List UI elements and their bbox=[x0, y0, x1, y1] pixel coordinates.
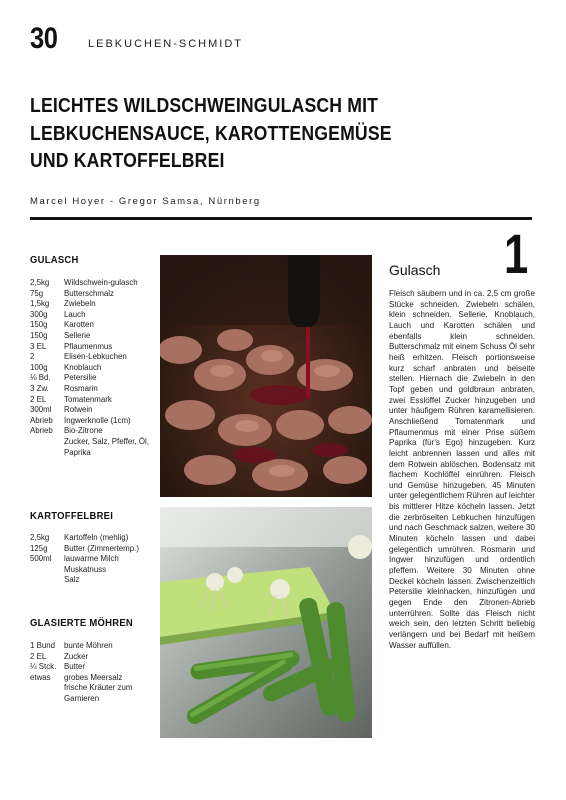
section-heading-kartoffelbrei: KARTOFFELBREI bbox=[30, 510, 114, 522]
ingredient-name: Elisen-Lebkuchen bbox=[64, 352, 127, 362]
ingredient-row bbox=[30, 641, 154, 652]
ingredient-list-gulasch bbox=[30, 278, 154, 458]
ingredient-qty: Abrieb bbox=[30, 426, 53, 436]
ingredient-name: Karotten bbox=[64, 320, 94, 330]
section-heading-gulasch: GULASCH bbox=[30, 254, 79, 266]
ingredient-row bbox=[30, 352, 154, 363]
title-line-2: LEBKUCHENSAUCE, KAROTTENGEMÜSE bbox=[30, 121, 392, 145]
ingredient-name: Petersilie bbox=[64, 373, 97, 383]
ingredient-name: Salz bbox=[64, 575, 80, 585]
photo-vegetables bbox=[160, 507, 372, 738]
ingredient-qty bbox=[30, 575, 64, 586]
ingredient-row bbox=[30, 683, 154, 704]
ingredient-row bbox=[30, 331, 154, 342]
ingredient-qty bbox=[30, 565, 64, 576]
ingredient-name: lauwarme Milch bbox=[64, 554, 119, 564]
vegetables-illustration bbox=[160, 507, 372, 738]
ingredient-name: Ingwerknolle (1cm) bbox=[64, 415, 131, 425]
ingredient-row bbox=[30, 363, 154, 374]
ingredient-row bbox=[30, 554, 154, 565]
ingredient-name: Butterschmalz bbox=[64, 288, 114, 298]
authors-line: Marcel Hoyer - Gregor Samsa, Nürnberg bbox=[30, 196, 261, 207]
method-text: Fleisch säubern und in ca. 2,5 cm große Stücke schneiden. Zwiebeln schälen, klein schneiden. Sellerie, Knoblauch, Lauch und Karotten schälen und ebenfalls klein schneiden. Butterschmalz mit einem Schuss Öl sehr heiß erhitzen. Fleisch portionsweise kurz scharf anbraten und beiseite stellen. Hiernach die Zwiebeln in den Topf geben und goldbraun anbraten, zwei Esslöffel Zucker hinzugeben und unter häufigem Rühren karamellisieren. Anschließend Tomatenmark und Pflaumenmus mit einer Prise süßem Paprika (für's Ego) hinzugeben. Kurz leicht anbrennen lassen und alles mit dem Rotwein ablöschen. Bodensatz mit flachem Kochlöffel einrühren. Fleisch und Gemüse hinzugeben. 45 Minuten unter gelegentlichem Rühren auf leichter bis mittlerer Hitze köcheln lassen. Jetzt die zerbröselten Lebkuchen hinzufügen und nach Geschmack salzen, weitere 30 Minuten köcheln lassen und dabei gelegentlich umrühren. Rosmarin und Ingwer hinzufügen und ordentlich pfeffern. Weitere 30 Minuten ohne Deckel köcheln lassen. Zwischenzeitlich Petersilie kleinhacken, hinzufügen und gegen Ende den Zitronen-Abrieb unterrühren. Sollte das Fleisch nicht weich sein, den letzten Schritt beliebig verlängern und bei Bedarf mit heißem Wasser auffüllen. bbox=[389, 289, 535, 650]
ingredient-qty: 2,5kg bbox=[30, 533, 50, 542]
ingredient-name: Kartoffeln (mehlig) bbox=[64, 533, 129, 542]
ingredient-row bbox=[30, 384, 154, 395]
ingredient-name: Zwiebeln bbox=[64, 299, 96, 309]
ingredient-name: Butter bbox=[64, 662, 86, 672]
step-title: Gulasch bbox=[389, 262, 441, 278]
ingredient-row bbox=[30, 342, 154, 353]
ingredient-name: Wildschwein-gulasch bbox=[64, 278, 138, 287]
running-head: LEBKUCHEN-SCHMIDT bbox=[88, 38, 244, 50]
ingredient-qty: 150g bbox=[30, 330, 48, 340]
ingredient-qty: ¼ Stck. bbox=[30, 662, 57, 672]
ingredient-qty: 500ml bbox=[30, 554, 52, 564]
ingredient-list-kartoffelbrei bbox=[30, 533, 154, 586]
ingredient-qty: 300g bbox=[30, 309, 48, 319]
ingredient-row bbox=[30, 662, 154, 673]
ingredient-name: Bio-Zitrone bbox=[64, 426, 103, 436]
step-number: 1 bbox=[504, 222, 529, 285]
ingredient-name: Rosmarin bbox=[64, 383, 98, 393]
heading-rule bbox=[30, 217, 532, 220]
ingredient-row bbox=[30, 565, 154, 576]
ingredient-name: frische Kräuter zum Garnieren bbox=[64, 683, 133, 703]
ingredient-qty: 2 EL bbox=[30, 394, 47, 404]
recipe-title bbox=[30, 92, 392, 175]
gulasch-illustration bbox=[160, 255, 372, 497]
ingredient-row bbox=[30, 575, 154, 586]
ingredient-qty: 100g bbox=[30, 362, 48, 372]
ingredient-row bbox=[30, 416, 154, 427]
ingredient-qty bbox=[30, 683, 64, 704]
ingredient-qty: 3 EL bbox=[30, 341, 47, 351]
title-line-3: UND KARTOFFELBREI bbox=[30, 149, 225, 172]
ingredient-qty: 2 EL bbox=[30, 651, 47, 661]
ingredient-name: Muskatnuss bbox=[64, 564, 107, 574]
ingredient-qty: 2 bbox=[30, 352, 35, 362]
page-number: 30 bbox=[30, 22, 58, 55]
ingredient-qty: 125g bbox=[30, 543, 48, 553]
ingredient-name: bunte Möhren bbox=[64, 641, 113, 650]
ingredient-row bbox=[30, 289, 154, 300]
ingredient-row bbox=[30, 395, 154, 406]
ingredient-row bbox=[30, 278, 154, 289]
ingredient-name: Rotwein bbox=[64, 405, 93, 415]
ingredient-name: Tomatenmark bbox=[64, 394, 112, 404]
ingredient-name: Sellerie bbox=[64, 330, 91, 340]
ingredient-qty bbox=[30, 437, 64, 458]
ingredient-qty: 75g bbox=[30, 288, 44, 298]
ingredient-name: grobes Meersalz bbox=[64, 672, 123, 682]
ingredient-name: Butter (Zimmertemp.) bbox=[64, 543, 139, 553]
ingredient-row bbox=[30, 426, 154, 437]
ingredient-qty: Abrieb bbox=[30, 415, 53, 425]
ingredient-qty: 1,5kg bbox=[30, 299, 50, 309]
ingredient-qty: 150g bbox=[30, 320, 48, 330]
ingredient-qty: 1 Bund bbox=[30, 641, 56, 650]
ingredient-name: Knoblauch bbox=[64, 362, 102, 372]
ingredient-row bbox=[30, 544, 154, 555]
ingredient-name: Lauch bbox=[64, 309, 86, 319]
ingredient-name: Zucker bbox=[64, 651, 89, 661]
ingredient-row bbox=[30, 373, 154, 384]
ingredient-name: Zucker, Salz, Pfeffer, Öl, Paprika bbox=[64, 436, 149, 457]
ingredient-row bbox=[30, 437, 154, 458]
ingredient-qty: 3 Zw. bbox=[30, 383, 49, 393]
ingredient-row bbox=[30, 310, 154, 321]
ingredient-row bbox=[30, 320, 154, 331]
ingredient-row bbox=[30, 673, 154, 684]
ingredient-row bbox=[30, 652, 154, 663]
ingredient-qty: 300ml bbox=[30, 405, 52, 415]
ingredient-qty: 2,5kg bbox=[30, 278, 50, 287]
section-heading-moehren: GLASIERTE MÖHREN bbox=[30, 617, 134, 629]
ingredient-row bbox=[30, 533, 154, 544]
photo-gulasch-pan bbox=[160, 255, 372, 497]
ingredient-row bbox=[30, 299, 154, 310]
title-line-1: LEICHTES WILDSCHWEINGULASCH MIT bbox=[30, 94, 379, 117]
ingredient-qty: etwas bbox=[30, 672, 51, 682]
ingredient-name: Pflaumenmus bbox=[64, 341, 113, 351]
ingredient-row bbox=[30, 405, 154, 416]
ingredient-list-moehren bbox=[30, 641, 154, 705]
ingredient-qty: ⅛ Bd. bbox=[30, 373, 51, 383]
